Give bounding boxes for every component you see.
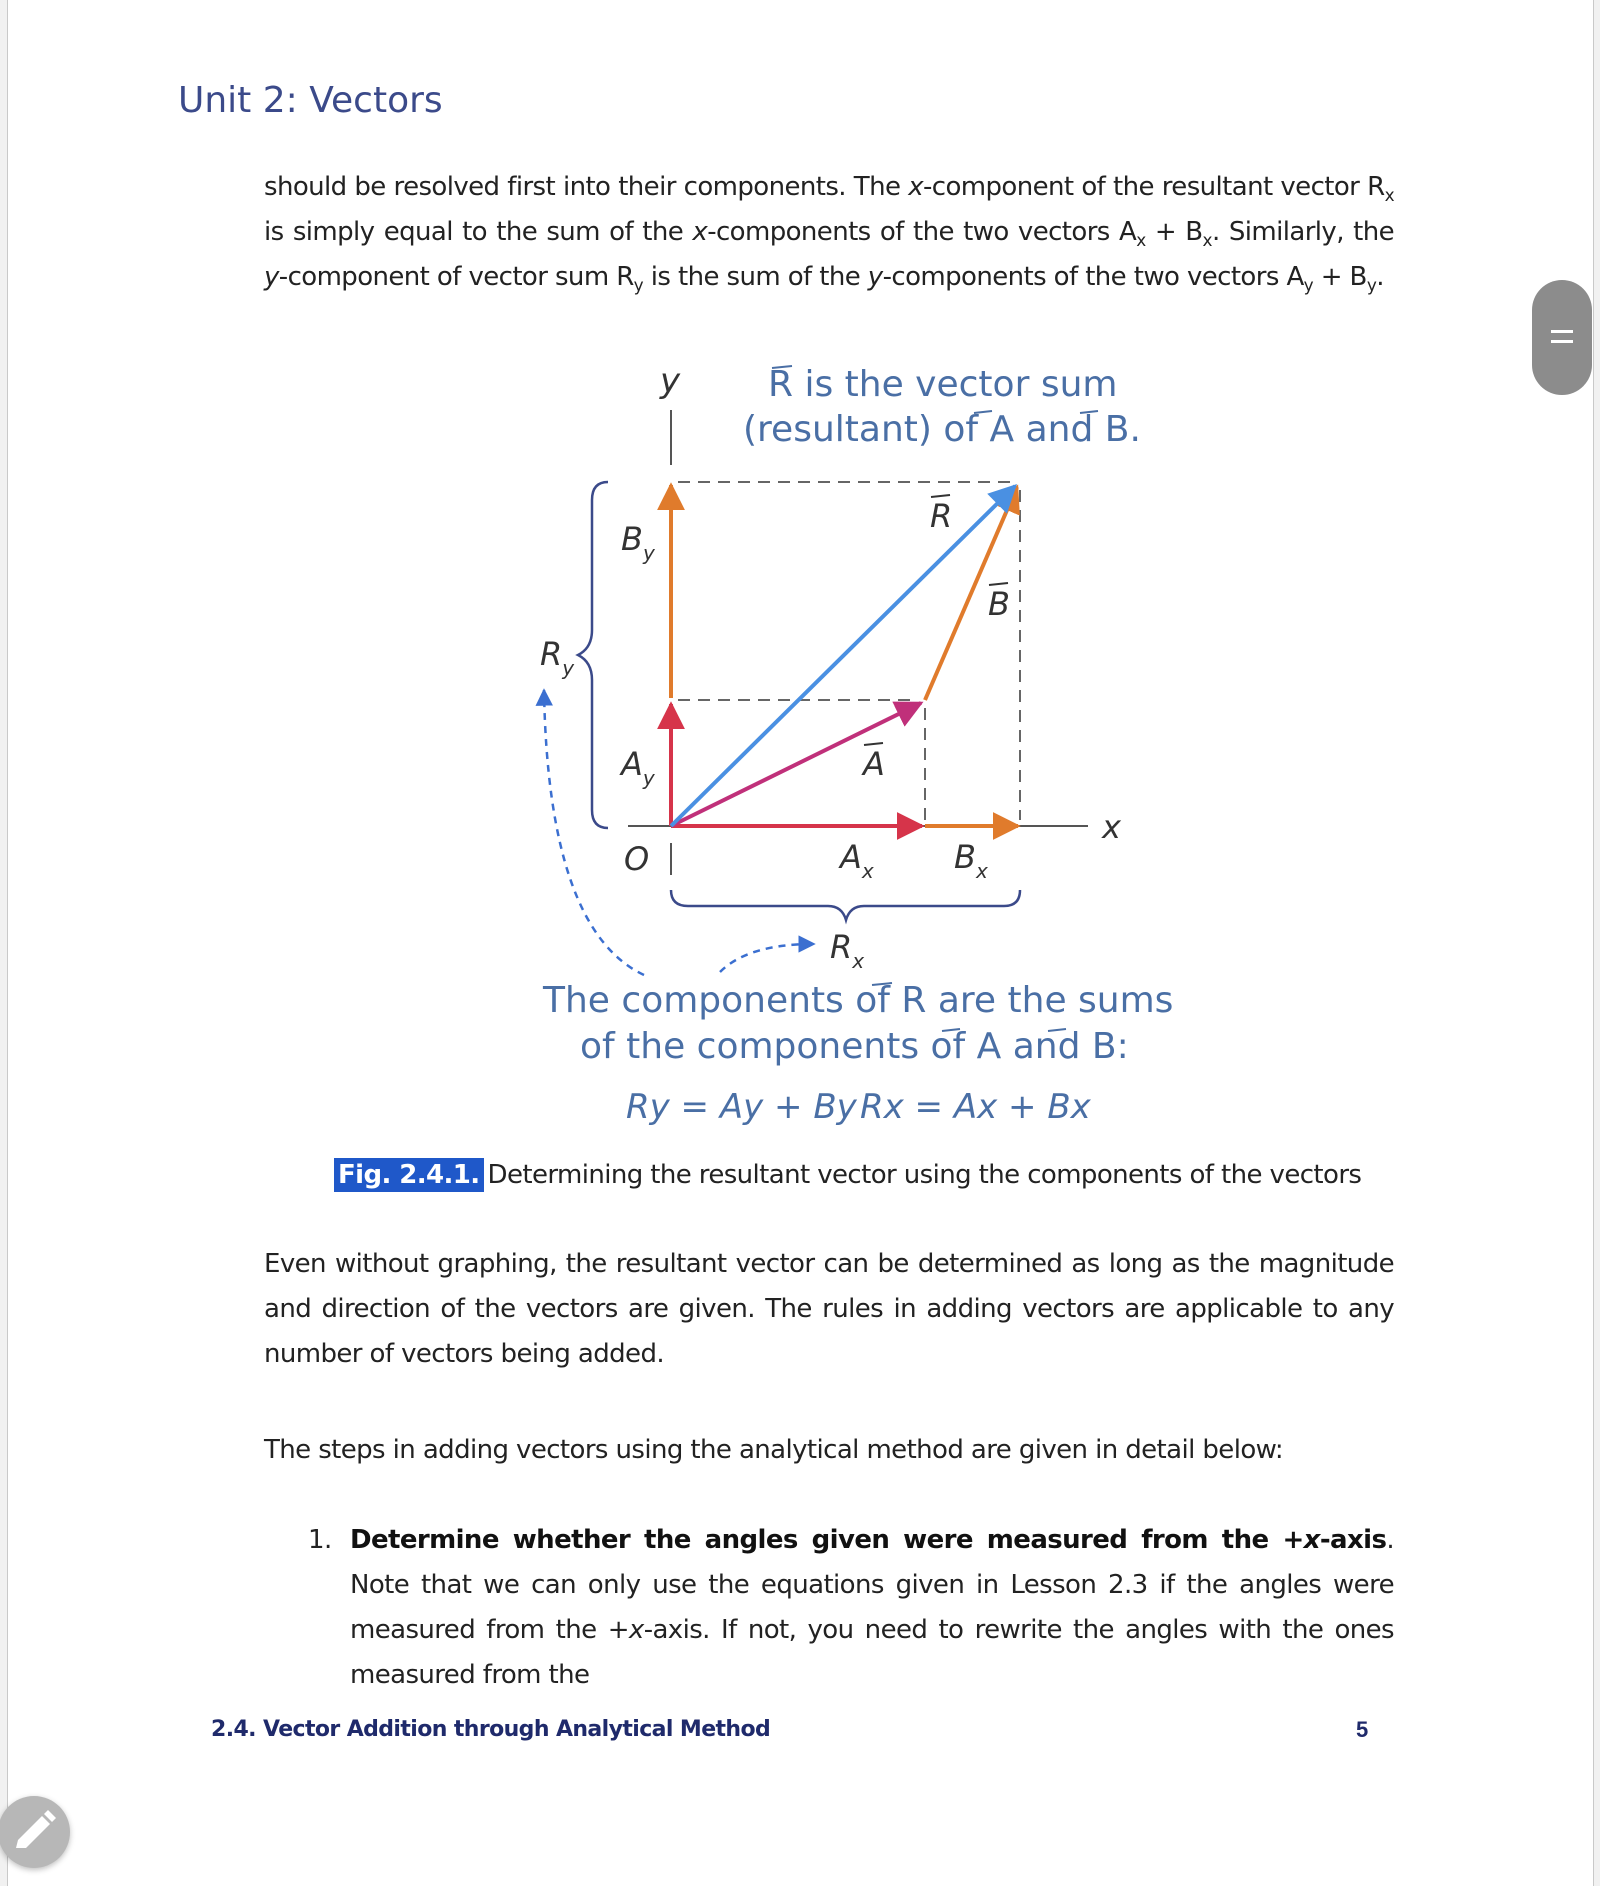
- edit-button[interactable]: [0, 1796, 70, 1868]
- step-number: 1.: [308, 1525, 332, 1555]
- bottom-caption-line1: The components of R are the sums: [543, 980, 1174, 1021]
- by-label: $B_y$: [621, 520, 655, 565]
- vector-r-label: R: [930, 497, 953, 535]
- scroll-handle[interactable]: [1532, 280, 1592, 395]
- paragraph-graphing: Even without graphing, the resultant vector can be determined as long as the magnitude and direction of the vectors are given. The rules in adding vectors are applicable to any number of vectors being added.: [264, 1249, 1394, 1369]
- pencil-icon: [0, 1796, 70, 1868]
- y-axis-label: y: [660, 361, 681, 401]
- figure-caption-text: Determining the resultant vector using the components of the vectors: [487, 1160, 1362, 1190]
- steps-list: [308, 1518, 1394, 1698]
- top-caption-line1: R is the vector sum: [768, 364, 1118, 405]
- paragraph-steps-intro: The steps in adding vectors using the analytical method are given in detail below:: [264, 1435, 1284, 1465]
- x-axis-label: x: [1102, 808, 1121, 846]
- vector-a-label: A: [863, 745, 885, 783]
- page-number: 5: [1356, 1717, 1369, 1742]
- intro-paragraph: should be resolved first into their components. The x-component of the resultant vector $R_x$ is simply equal to the sum of the x-components of the two vectors $A_x + B_x$. Similarly, the y-component of vector sum $R_y$ is the sum of the y-components of the two vectors $A_y + B_y$.: [264, 172, 1394, 296]
- unit-title: Unit 2: Vectors: [178, 80, 443, 121]
- rx-dashed-arrow: [720, 944, 814, 972]
- figure-label: Fig. 2.4.1.: [334, 1158, 484, 1192]
- origin-label: O: [624, 840, 650, 878]
- document-page: [7, 0, 1594, 1886]
- ax-label: $A_x$: [840, 838, 874, 883]
- rx-label: $R_x$: [830, 928, 865, 973]
- equation-rx: Rx = Ax + Bx: [860, 1087, 1091, 1127]
- ay-label: $A_y$: [621, 745, 655, 790]
- ry-dashed-arrow: [544, 690, 644, 975]
- vector-diagram: [8, 0, 1593, 1150]
- equation-ry: Ry = Ay + By: [626, 1087, 857, 1127]
- grip-line-icon: [1551, 340, 1573, 343]
- list-item: 1. Determine whether the angles given were measured from the +x-axis. Note that we can only use the equations given in Lesson 2.3 if the angles were measured from the +x-axis. If not, you need to rewrite the angles with the ones measured from the: [308, 1518, 1394, 1698]
- vector-b-label: B: [988, 585, 1010, 623]
- rx-brace: [671, 890, 1020, 920]
- ry-label: $R_y$: [540, 635, 575, 680]
- bx-label: $B_x$: [954, 838, 988, 883]
- bottom-caption-line2: of the components of A and B:: [580, 1026, 1129, 1067]
- step-heading: Determine whether the angles given were measured from the +x-axis: [350, 1525, 1387, 1555]
- ry-brace: [578, 482, 608, 828]
- top-caption-line2: (resultant) of A and B.: [743, 409, 1141, 450]
- grip-line-icon: [1551, 330, 1573, 333]
- figure-caption: [334, 1160, 1361, 1190]
- footer-section-title: 2.4. Vector Addition through Analytical Method: [211, 1717, 771, 1742]
- vector-r-arrow: [671, 486, 1015, 826]
